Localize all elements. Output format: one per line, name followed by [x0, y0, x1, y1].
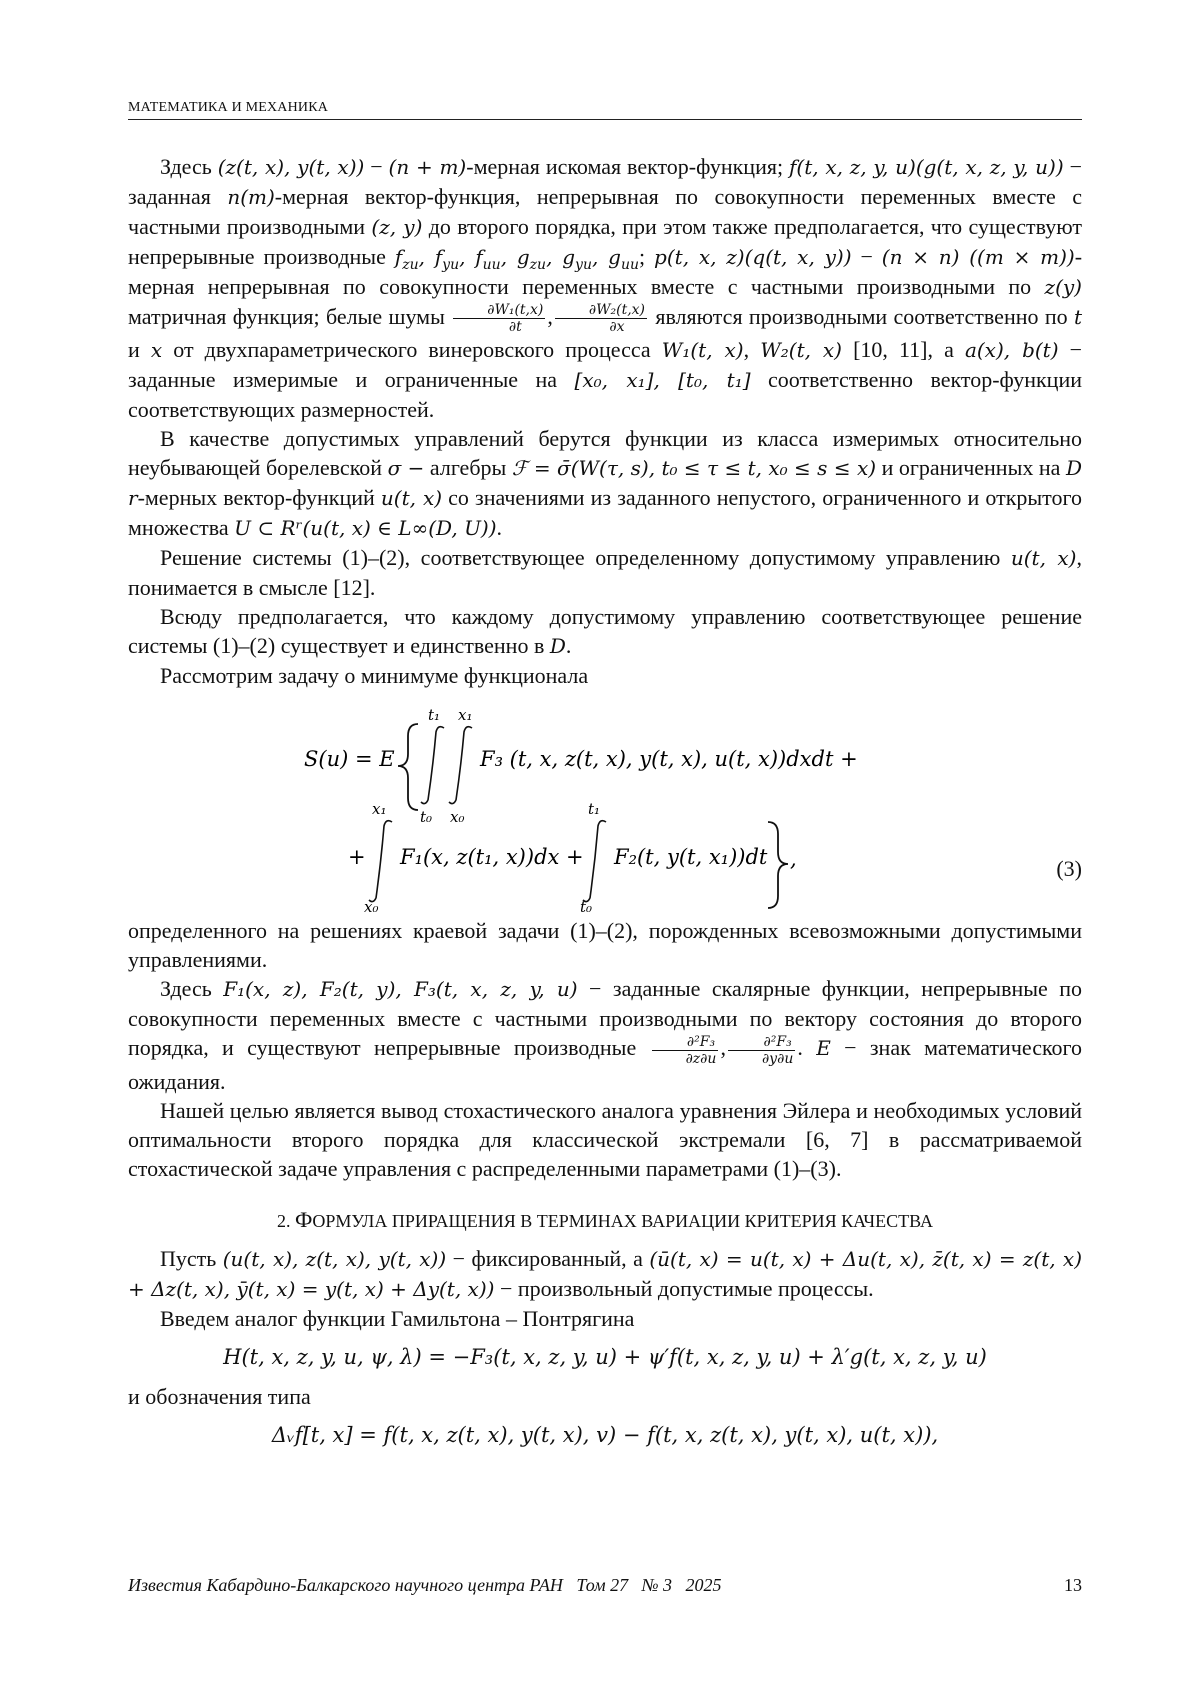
article-body — [128, 152, 1082, 1460]
fraction-d2f3-dzdu: ∂²F₃ ∂z∂u — [652, 1034, 719, 1067]
integral-sign-1 — [421, 727, 444, 804]
paragraph-2: В качестве допустимых управлений берутся функции из класса измеримых относительно неубывающей борелевской σ − алгебры ℱ = σ̄(W(τ, s), t₀ ≤ τ ≤ t, x₀ ≤ s ≤ x) и ограниченных на D r-мерных вектор-функций u(t, x) со значениями из заданного непустого, ограниченного и открытого множества U ⊂ Rʳ(u(t, x) ∈ L∞(D, U)). — [128, 424, 1082, 543]
paragraph-1: Здесь (z(t, x), y(t, x)) − (n + m)-мерная искомая вектор-функция; f(t, x, z, y, u)(g(t, x, z, y, u)) − заданная n(m)-мерная вектор-функция, непрерывная по совокупности переменных вместе с частными производными (z, y) до второго порядка, при этом также предполагается, что существуют непрерывные производные fzu, fyu, fuu, gzu, gyu, guu; p(t, x, z)(q(t, x, y)) − (n × n) ((m × m))-мерная непрерывная по совокупности переменных вместе с частными производными по z(y) матричная функция; белые шумы ∂W₁(t,x) ∂t , ∂W₂(t,x) ∂x являются производными соответственно по t и x от двухпараметрического винеровского процесса W₁(t, x), W₂(t, x) [10, 11], а a(x), b(t) − заданные измеримые и ограниченные на [x₀, x₁], [t₀, t₁] соответственно вектор-функции соответствующих размерностей. — [128, 152, 1082, 424]
equation-hamiltonian: H(t, x, z, y, u, ψ, λ) = −F₃(t, x, z, y, u) + ψ′f(t, x, z, y, u) + λ′g(t, x, z, y, u) — [128, 1343, 1082, 1372]
paragraph-9: Пусть (u(t, x), z(t, x), y(t, x)) − фиксированный, а (ū(t, x) = u(t, x) + Δu(t, x), z̄(t, x) = z(t, x) + Δz(t, x), ȳ(t, x) = y(t, x) + Δy(t, x)) − произвольный допустимые процессы. — [128, 1244, 1082, 1304]
limit3-t1: t₁ — [588, 800, 600, 818]
integral-sign-4 — [583, 821, 606, 902]
integral-sign-2 — [449, 727, 472, 804]
right-brace — [768, 822, 788, 908]
page-number: 13 — [1064, 1575, 1082, 1596]
limit2-x1: x₁ — [372, 800, 386, 818]
limit-t0: t₀ — [420, 808, 432, 826]
paragraph-11: и обозначения типа — [128, 1382, 1082, 1411]
paragraph-4: Всюду предполагается, что каждому допустимому управлению соответствующее решение системы (1)–(2) существует и единственно в D. — [128, 602, 1082, 661]
eq3-integrand-1: F₃ (t, x, z(t, x), y(t, x), u(t, x))dxdt + — [479, 747, 858, 771]
eq3-tail: , — [790, 847, 797, 871]
paragraph-10: Введем аналог функции Гамильтона – Понтрягина — [128, 1304, 1082, 1333]
limit-t1: t₁ — [428, 706, 440, 724]
limit-x0: x₀ — [450, 808, 464, 826]
paragraph-3: Решение системы (1)–(2), соответствующее определенному допустимому управлению u(t, x), понимается в смысле [12]. — [128, 543, 1082, 602]
page — [0, 0, 1200, 1697]
paragraph-8: Нашей целью является вывод стохастического аналога уравнения Эйлера и необходимых условий оптимальности второго порядка для классической экстремали [6, 7] в рассматриваемой стохастической задаче управления с распределенными параметрами (1)–(3). — [128, 1096, 1082, 1183]
paragraph-7: Здесь F₁(x, z), F₂(t, y), F₃(t, x, z, y, u) − заданные скалярные функции, непрерывные по совокупности переменных вместе с частными производными по вектору состояния до второго порядка, и существуют непрерывные производные ∂²F₃ ∂z∂u , ∂²F₃ ∂y∂u . E − знак математического ожидания. — [128, 974, 1082, 1095]
eq3-lhs: S(u) = E — [304, 747, 395, 771]
limit-x1: x₁ — [458, 706, 472, 724]
equation-3-svg — [128, 694, 1082, 914]
left-brace — [398, 724, 418, 810]
fraction-d2f3-dydu: ∂²F₃ ∂y∂u — [728, 1034, 795, 1067]
limit3-t0: t₀ — [580, 898, 592, 914]
running-header: МАТЕМАТИКА И МЕХАНИКА — [128, 100, 1082, 120]
paragraph-5: Рассмотрим задачу о минимуме функционала — [128, 661, 1082, 690]
integral-sign-3 — [369, 821, 392, 902]
equation-delta: Δᵥf[t, x] = f(t, x, z(t, x), y(t, x), v) − f(t, x, z(t, x), y(t, x), u(t, x)), — [128, 1421, 1082, 1450]
derivatives-list: fzu, fyu, fuu, gzu, gyu, guu — [395, 245, 639, 269]
eq3-integrand-3: F₂(t, y(t, x₁))dt — [613, 845, 768, 869]
fraction-noise-2: ∂W₂(t,x) ∂x — [555, 302, 647, 335]
section-heading-2: 2. ФОРМУЛА ПРИРАЩЕНИЯ В ТЕРМИНАХ ВАРИАЦИИ КРИТЕРИЯ КАЧЕСТВА — [128, 1205, 1082, 1236]
journal-footer — [128, 1575, 1082, 1596]
limit2-x0: x₀ — [364, 898, 378, 914]
equation-number-3: (3) — [1056, 854, 1082, 883]
journal-name: Известия Кабардино-Балкарского научного центра РАН Том 27 № 3 2025 — [128, 1575, 722, 1595]
paragraph-6: определенного на решениях краевой задачи (1)–(2), порожденных всевозможными допустимыми управлениями. — [128, 916, 1082, 974]
eq3-integrand-2: F₁(x, z(t₁, x))dx + — [399, 845, 584, 869]
fraction-noise-1: ∂W₁(t,x) ∂t — [453, 302, 545, 335]
equation-3 — [128, 694, 1082, 914]
eq3-plus: + — [348, 845, 366, 869]
